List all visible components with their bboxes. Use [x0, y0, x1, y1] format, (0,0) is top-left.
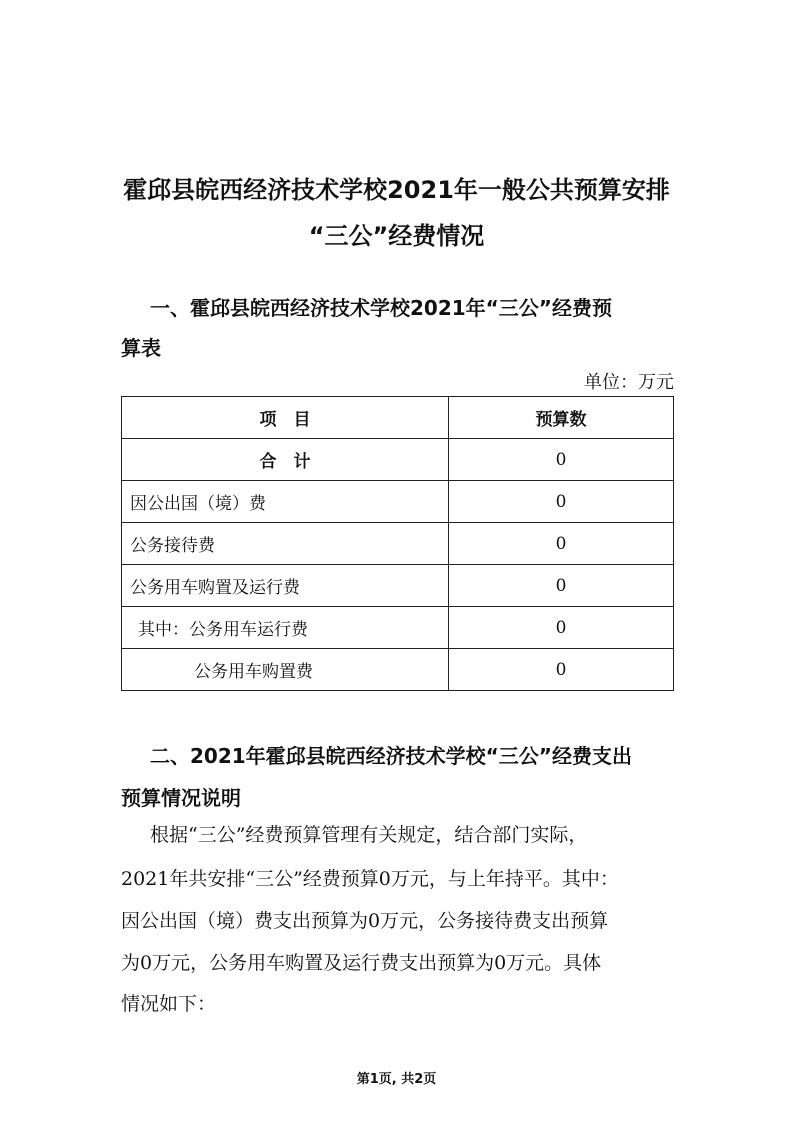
paragraph-line: 为0万元，公务用车购置及运行费支出预算为0万元。具体	[121, 952, 602, 974]
title-line-1: 霍邱县皖西经济技术学校2021年一般公共预算安排	[123, 176, 670, 204]
budget-table	[121, 396, 674, 691]
section-2-heading-line-1: 二、2021年霍邱县皖西经济技术学校“三公”经费支出	[150, 744, 632, 768]
row-label: 因公出国（境）费	[122, 481, 449, 523]
row-label: 公务接待费	[122, 523, 449, 565]
table-header-row	[122, 397, 674, 439]
row-total-value: 0	[449, 439, 674, 481]
row-label: 其中：公务用车运行费	[122, 607, 449, 649]
table-row	[122, 481, 674, 523]
section-2-heading-line-2: 预算情况说明	[121, 786, 241, 810]
table-row	[122, 523, 674, 565]
section-1-heading-line-2: 算表	[121, 336, 161, 360]
page-footer: 第1页, 共2页	[356, 1072, 437, 1087]
paragraph-line: 根据“三公”经费预算管理有关规定，结合部门实际，	[150, 824, 588, 846]
section-1-heading-line-1: 一、霍邱县皖西经济技术学校2021年“三公”经费预	[150, 296, 612, 320]
row-value: 0	[449, 607, 674, 649]
paragraph-line: 情况如下：	[121, 993, 217, 1015]
row-value: 0	[449, 523, 674, 565]
table-row	[122, 565, 674, 607]
table-row	[122, 439, 674, 481]
row-total-label: 合 计	[122, 439, 449, 481]
table-row	[122, 649, 674, 691]
row-value: 0	[449, 565, 674, 607]
header-item: 项 目	[122, 397, 449, 439]
paragraph-line: 因公出国（境）费支出预算为0万元，公务接待费支出预算	[121, 910, 609, 932]
title-line-2: “三公”经费情况	[308, 222, 485, 250]
row-value: 0	[449, 649, 674, 691]
row-label: 公务用车购置费	[122, 649, 449, 691]
paragraph-line: 2021年共安排“三公”经费预算0万元，与上年持平。其中：	[121, 868, 619, 890]
row-value: 0	[449, 481, 674, 523]
row-label: 公务用车购置及运行费	[122, 565, 449, 607]
header-budget: 预算数	[449, 397, 674, 439]
unit-label: 单位：万元	[584, 372, 674, 393]
table-row	[122, 607, 674, 649]
